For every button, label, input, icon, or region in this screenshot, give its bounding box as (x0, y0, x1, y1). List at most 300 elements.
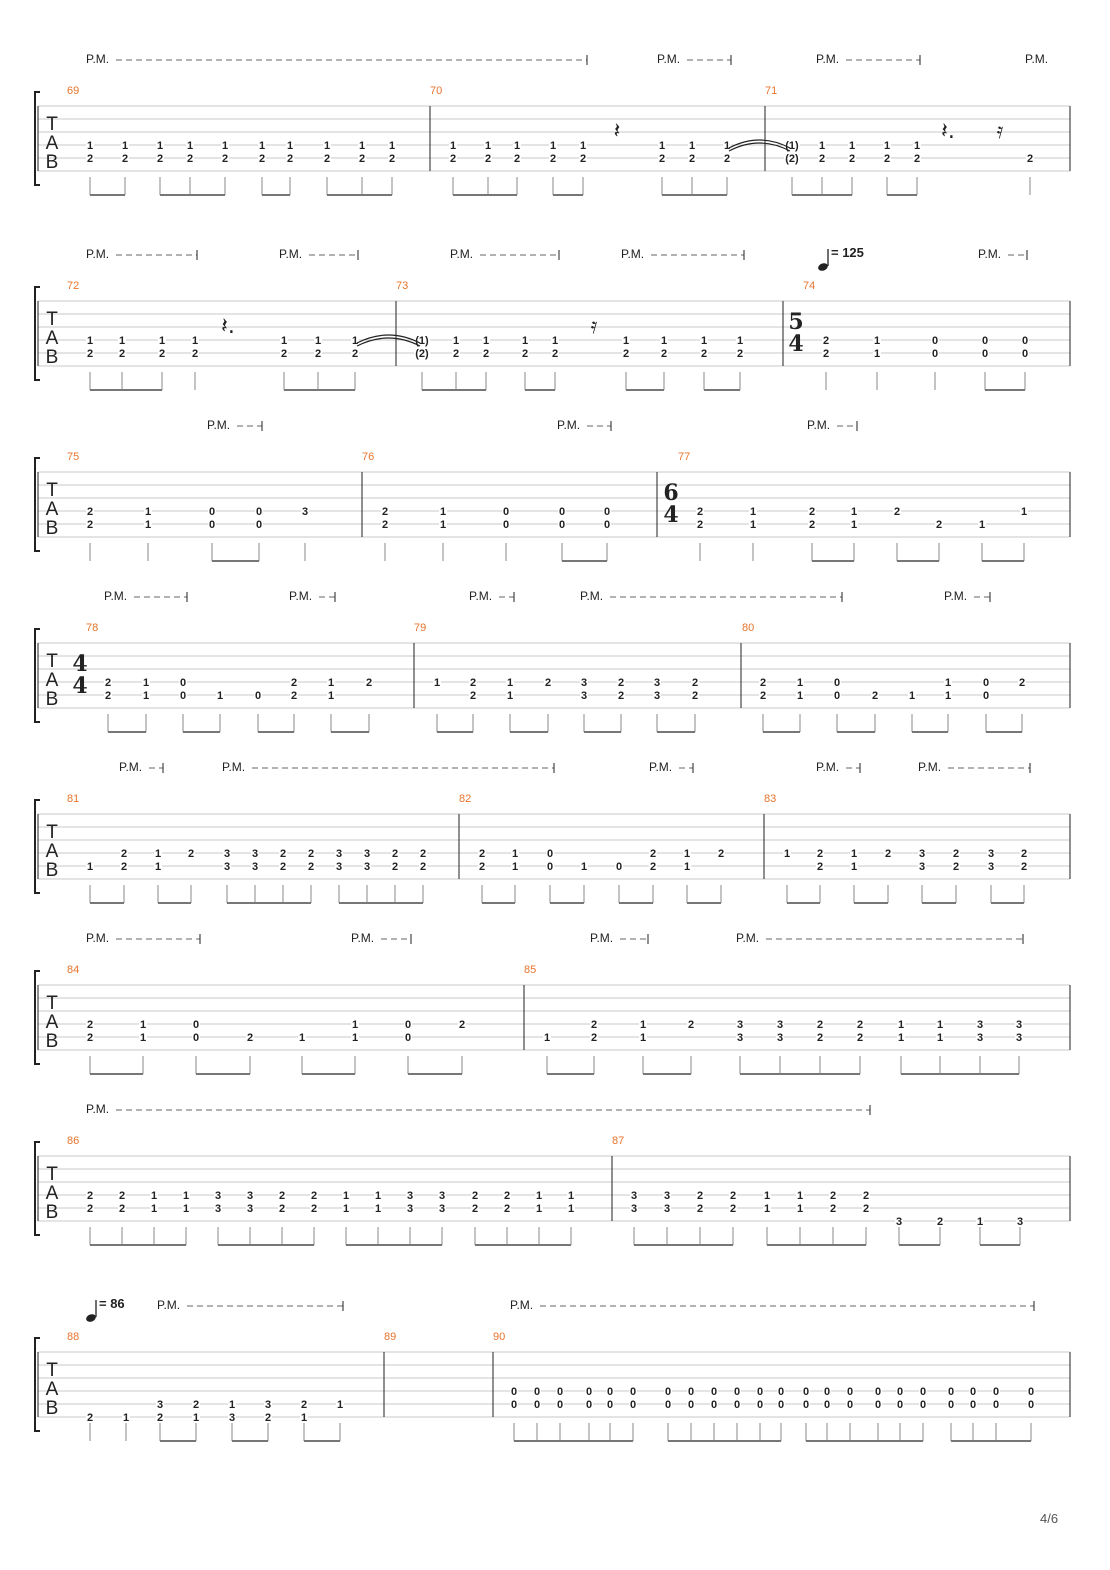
fret-number: 1 (567, 1203, 575, 1215)
bar-number: 73 (396, 280, 409, 292)
fret-number: 0 (556, 1386, 564, 1398)
fret-number: 2 (503, 1203, 511, 1215)
bar-number: 71 (765, 85, 778, 97)
fret-number: 3 (438, 1203, 446, 1215)
fret-number: 2 (544, 677, 552, 689)
fret-number: 1 (482, 335, 490, 347)
fret-number: 1 (323, 140, 331, 152)
palm-mute-label: P.M. (351, 931, 375, 945)
fret-number: 2 (687, 1019, 695, 1031)
fret-number: 3 (156, 1399, 164, 1411)
fret-number: 2 (471, 1203, 479, 1215)
tab-clef-a: A (45, 1183, 59, 1204)
fret-number: 2 (617, 690, 625, 702)
fret-number: (1) (785, 140, 799, 152)
fret-number: 0 (603, 519, 611, 531)
fret-number: 0 (585, 1386, 593, 1398)
fret-number: 0 (756, 1399, 764, 1411)
fret-number: 2 (351, 348, 359, 360)
fret-number: 0 (919, 1386, 927, 1398)
time-signature-bottom: 4 (663, 502, 679, 528)
fret-number: 2 (884, 848, 892, 860)
fret-number: 1 (883, 140, 891, 152)
fret-number: 0 (1021, 335, 1029, 347)
fret-number: 0 (931, 335, 939, 347)
bar-number: 89 (384, 1331, 397, 1343)
fret-number: 2 (452, 348, 460, 360)
fret-number: 2 (736, 348, 744, 360)
fret-number: 3 (406, 1203, 414, 1215)
palm-mute-label: P.M. (279, 247, 303, 261)
fret-number: 1 (850, 519, 858, 531)
fret-number: 0 (710, 1386, 718, 1398)
fret-number: 0 (502, 506, 510, 518)
fret-number: 2 (717, 848, 725, 860)
fret-number: 1 (150, 1190, 158, 1202)
fret-number: 0 (533, 1386, 541, 1398)
fret-number: 0 (931, 348, 939, 360)
fret-number: 2 (759, 690, 767, 702)
fret-number: 2 (365, 677, 373, 689)
fret-number: 1 (139, 1032, 147, 1044)
tab-clef-a: A (45, 670, 59, 691)
fret-number: 2 (118, 1190, 126, 1202)
fret-number: 0 (777, 1386, 785, 1398)
fret-number: 0 (687, 1386, 695, 1398)
fret-number: 0 (606, 1386, 614, 1398)
fret-number: 2 (86, 1203, 94, 1215)
fret-number: 0 (510, 1386, 518, 1398)
fret-number: 3 (363, 848, 371, 860)
bar-number: 72 (67, 280, 80, 292)
fret-number: 3 (246, 1203, 254, 1215)
fret-number: 1 (374, 1190, 382, 1202)
fret-number: 0 (664, 1386, 672, 1398)
fret-number: 2 (952, 861, 960, 873)
fret-number: 1 (908, 690, 916, 702)
fret-number: 1 (142, 690, 150, 702)
fret-number: 1 (144, 506, 152, 518)
fret-number: 1 (433, 677, 441, 689)
fret-number: 2 (121, 153, 129, 165)
fret-number: 2 (286, 153, 294, 165)
fret-number: 0 (802, 1399, 810, 1411)
fret-number: 2 (482, 348, 490, 360)
fret-number: 2 (551, 348, 559, 360)
fret-number: 2 (300, 1399, 308, 1411)
fret-number: 2 (156, 1412, 164, 1424)
tab-clef-a: A (45, 841, 59, 862)
time-signature-top: 5 (788, 309, 804, 335)
fret-number: 0 (802, 1386, 810, 1398)
fret-number: 1 (736, 335, 744, 347)
fret-number: 0 (981, 335, 989, 347)
bar-number: 84 (67, 964, 80, 976)
fret-number: 0 (192, 1019, 200, 1031)
fret-number: 3 (1015, 1032, 1023, 1044)
fret-number: 1 (683, 861, 691, 873)
fret-number: 1 (449, 140, 457, 152)
fret-number: 2 (816, 1019, 824, 1031)
tab-clef-a: A (45, 328, 59, 349)
time-signature-bottom: 4 (788, 331, 804, 357)
fret-number: 1 (749, 519, 757, 531)
quarter-note-icon (817, 262, 829, 272)
fret-number: 3 (264, 1399, 272, 1411)
fret-number: 0 (585, 1399, 593, 1411)
fret-number: 2 (258, 153, 266, 165)
fret-number: 3 (663, 1203, 671, 1215)
fret-number: 0 (629, 1386, 637, 1398)
fret-number: 2 (469, 677, 477, 689)
fret-number: 1 (191, 335, 199, 347)
fret-number: 1 (182, 1190, 190, 1202)
fret-number: 0 (606, 1399, 614, 1411)
fret-number: 1 (897, 1019, 905, 1031)
fret-number: 1 (818, 140, 826, 152)
fret-number: 1 (351, 1019, 359, 1031)
fret-number: 2 (86, 1032, 94, 1044)
fret-number: 3 (251, 848, 259, 860)
time-signature-top: 6 (663, 480, 679, 506)
fret-number: 2 (513, 153, 521, 165)
fret-number: 2 (120, 848, 128, 860)
fret-number: 3 (736, 1032, 744, 1044)
fret-number: 1 (216, 690, 224, 702)
fret-number: 2 (696, 506, 704, 518)
fret-number: 1 (158, 335, 166, 347)
fret-number: 3 (580, 677, 588, 689)
fret-number: 0 (969, 1386, 977, 1398)
fret-number: 2 (391, 848, 399, 860)
palm-mute-label: P.M. (86, 247, 110, 261)
fret-number: 1 (513, 140, 521, 152)
fret-number: 2 (381, 506, 389, 518)
palm-mute-label: P.M. (944, 589, 968, 603)
fret-number: 1 (796, 1190, 804, 1202)
fret-number: 2 (691, 677, 699, 689)
palm-mute-label: P.M. (450, 247, 474, 261)
palm-mute-label: P.M. (736, 931, 760, 945)
fret-number: 0 (982, 690, 990, 702)
fret-number: 2 (86, 1190, 94, 1202)
fret-number: 3 (1015, 1019, 1023, 1031)
fret-number: 0 (615, 861, 623, 873)
fret-number: 0 (823, 1386, 831, 1398)
fret-number: 2 (1020, 861, 1028, 873)
fret-number: (2) (415, 348, 429, 360)
palm-mute-label: P.M. (469, 589, 493, 603)
fret-number: 0 (982, 677, 990, 689)
palm-mute-label: P.M. (289, 589, 313, 603)
palm-mute-label: P.M. (1025, 52, 1049, 66)
tab-clef-a: A (45, 1012, 59, 1033)
fret-number: 2 (290, 677, 298, 689)
fret-number: 2 (484, 153, 492, 165)
fret-number: 3 (1016, 1216, 1024, 1228)
fret-number: 1 (944, 690, 952, 702)
bar-number: 87 (612, 1135, 625, 1147)
fret-number: 0 (833, 677, 841, 689)
tab-clef-b: B (45, 689, 59, 710)
bar-number: 86 (67, 1135, 80, 1147)
fret-number: 2 (221, 153, 229, 165)
tab-clef-b: B (45, 1202, 59, 1223)
palm-mute-label: P.M. (807, 418, 831, 432)
fret-number: 1 (142, 677, 150, 689)
fret-number: 2 (808, 519, 816, 531)
fret-number: 0 (255, 519, 263, 531)
fret-number: 1 (579, 140, 587, 152)
fret-number: 1 (796, 677, 804, 689)
fret-number: 2 (936, 1216, 944, 1228)
fret-number: 0 (208, 506, 216, 518)
fret-number: 2 (660, 348, 668, 360)
palm-mute-label: P.M. (580, 589, 604, 603)
fret-number: 0 (846, 1386, 854, 1398)
fret-number: 0 (404, 1032, 412, 1044)
fret-number: 2 (307, 861, 315, 873)
fret-number: 2 (503, 1190, 511, 1202)
fret-number: 2 (700, 348, 708, 360)
fret-number: 1 (506, 690, 514, 702)
fret-number: 0 (629, 1399, 637, 1411)
fret-number: 2 (913, 153, 921, 165)
fret-number: 1 (300, 1412, 308, 1424)
fret-number: 1 (484, 140, 492, 152)
fret-number: 2 (649, 848, 657, 860)
tab-clef-b: B (45, 518, 59, 539)
fret-number: 1 (639, 1032, 647, 1044)
fret-number: 1 (913, 140, 921, 152)
fret-number: 1 (567, 1190, 575, 1202)
fret-number: 3 (223, 848, 231, 860)
tab-clef-a: A (45, 1379, 59, 1400)
fret-number: 1 (936, 1032, 944, 1044)
fret-number: 1 (535, 1190, 543, 1202)
fret-number: 2 (590, 1019, 598, 1031)
fret-number: 0 (546, 861, 554, 873)
fret-number: 2 (883, 153, 891, 165)
fret-number: 3 (630, 1190, 638, 1202)
fret-number: 1 (186, 140, 194, 152)
fret-number: 0 (981, 348, 989, 360)
fret-number: 1 (978, 519, 986, 531)
fret-number: 1 (182, 1203, 190, 1215)
fret-number: 2 (816, 848, 824, 860)
fret-number: 2 (617, 677, 625, 689)
fret-number: 1 (511, 848, 519, 860)
quarter-note-icon (85, 1313, 97, 1323)
fret-number: 1 (796, 690, 804, 702)
fret-number: 2 (358, 153, 366, 165)
fret-number: 0 (533, 1399, 541, 1411)
fret-number: 2 (521, 348, 529, 360)
fret-number: 2 (822, 335, 830, 347)
fret-number: 0 (846, 1399, 854, 1411)
bar-number: 82 (459, 793, 472, 805)
tab-clef-t: T (46, 1360, 58, 1381)
fret-number: 2 (104, 690, 112, 702)
fret-number: 1 (221, 140, 229, 152)
bar-number: 90 (493, 1331, 506, 1343)
tab-clef-b: B (45, 860, 59, 881)
fret-number: 1 (897, 1032, 905, 1044)
fret-number: 1 (639, 1019, 647, 1031)
fret-number: 2 (696, 1203, 704, 1215)
fret-number: 3 (987, 848, 995, 860)
rest: 𝄽 (613, 119, 621, 144)
fret-number: 1 (358, 140, 366, 152)
fret-number: 0 (404, 1019, 412, 1031)
fret-number: 2 (246, 1032, 254, 1044)
fret-number: 1 (452, 335, 460, 347)
fret-number: 2 (816, 1032, 824, 1044)
fret-number: 0 (733, 1399, 741, 1411)
rest: 𝄽. (221, 314, 235, 339)
tab-clef-b: B (45, 347, 59, 368)
fret-number: 0 (1027, 1399, 1035, 1411)
fret-number: 1 (658, 140, 666, 152)
fret-number: 3 (301, 506, 309, 518)
fret-number: 0 (823, 1399, 831, 1411)
fret-number: 2 (156, 153, 164, 165)
fret-number: 2 (310, 1203, 318, 1215)
fret-number: 2 (952, 848, 960, 860)
tab-clef-t: T (46, 1164, 58, 1185)
fret-number: 2 (279, 848, 287, 860)
fret-number: 0 (687, 1399, 695, 1411)
fret-number: 2 (829, 1190, 837, 1202)
fret-number: 2 (419, 848, 427, 860)
fret-number: 0 (546, 848, 554, 860)
fret-number: 1 (342, 1203, 350, 1215)
fret-number: 0 (992, 1399, 1000, 1411)
fret-number: 1 (258, 140, 266, 152)
bar-number: 79 (414, 622, 427, 634)
rest: 𝄽. (941, 119, 955, 144)
fret-number: 3 (214, 1203, 222, 1215)
fret-number: 1 (374, 1203, 382, 1215)
fret-number: 0 (919, 1399, 927, 1411)
palm-mute-label: P.M. (649, 760, 673, 774)
fret-number: 2 (310, 1190, 318, 1202)
palm-mute-label: P.M. (557, 418, 581, 432)
fret-number: 1 (976, 1216, 984, 1228)
fret-number: 2 (729, 1190, 737, 1202)
fret-number: 0 (179, 677, 187, 689)
fret-number: 3 (776, 1032, 784, 1044)
fret-number: 1 (521, 335, 529, 347)
fret-number: 2 (471, 1190, 479, 1202)
fret-number: 1 (342, 1190, 350, 1202)
fret-number: (2) (785, 153, 799, 165)
fret-number: 2 (549, 153, 557, 165)
fret-number: 1 (327, 690, 335, 702)
fret-number: 2 (856, 1032, 864, 1044)
fret-number: 1 (873, 335, 881, 347)
fret-number: 2 (86, 153, 94, 165)
fret-number: 0 (1021, 348, 1029, 360)
fret-number: 1 (763, 1203, 771, 1215)
fret-number: 2 (290, 690, 298, 702)
fret-number: 1 (86, 861, 94, 873)
fret-number: 1 (388, 140, 396, 152)
fret-number: 1 (688, 140, 696, 152)
fret-number: 0 (896, 1386, 904, 1398)
fret-number: 2 (871, 690, 879, 702)
fret-number: 1 (535, 1203, 543, 1215)
fret-number: 1 (873, 348, 881, 360)
fret-number: 2 (729, 1203, 737, 1215)
palm-mute-label: P.M. (86, 52, 110, 66)
fret-number: 2 (1018, 677, 1026, 689)
fret-number: 0 (1027, 1386, 1035, 1398)
fret-number: 2 (808, 506, 816, 518)
fret-number: 2 (856, 1019, 864, 1031)
fret-number: 1 (121, 140, 129, 152)
fret-number: 0 (208, 519, 216, 531)
fret-number: 0 (710, 1399, 718, 1411)
fret-number: 3 (228, 1412, 236, 1424)
fret-number: 2 (86, 348, 94, 360)
fret-number: 1 (763, 1190, 771, 1202)
tab-clef-t: T (46, 114, 58, 135)
fret-number: 1 (122, 1412, 130, 1424)
fret-number: 0 (947, 1399, 955, 1411)
fret-number: 0 (947, 1386, 955, 1398)
fret-number: 1 (660, 335, 668, 347)
fret-number: 3 (976, 1032, 984, 1044)
fret-number: 1 (192, 1412, 200, 1424)
fret-number: 3 (580, 690, 588, 702)
fret-number: 2 (192, 1399, 200, 1411)
fret-number: 2 (314, 348, 322, 360)
fret-number: 1 (336, 1399, 344, 1411)
fret-number: 2 (391, 861, 399, 873)
fret-number: 0 (254, 690, 262, 702)
fret-number: 1 (139, 1019, 147, 1031)
tempo-marking: = 86 (99, 1296, 125, 1311)
fret-number: 1 (154, 861, 162, 873)
fret-number: 3 (363, 861, 371, 873)
fret-number: 0 (874, 1386, 882, 1398)
fret-number: 3 (736, 1019, 744, 1031)
bar-number: 80 (742, 622, 755, 634)
palm-mute-label: P.M. (86, 1102, 110, 1116)
palm-mute-label: P.M. (119, 760, 143, 774)
fret-number: 2 (622, 348, 630, 360)
fret-number: 2 (862, 1203, 870, 1215)
fret-number: 1 (150, 1203, 158, 1215)
fret-number: 1 (749, 506, 757, 518)
fret-number: 0 (510, 1399, 518, 1411)
fret-number: 1 (850, 861, 858, 873)
fret-number: 1 (439, 519, 447, 531)
time-signature-bottom: 4 (72, 673, 88, 699)
fret-number: 2 (158, 348, 166, 360)
fret-number: 2 (723, 153, 731, 165)
fret-number: 2 (187, 848, 195, 860)
fret-number: 2 (118, 348, 126, 360)
fret-number: 2 (696, 1190, 704, 1202)
fret-number: 0 (179, 690, 187, 702)
tab-clef-t: T (46, 309, 58, 330)
fret-number: 2 (579, 153, 587, 165)
fret-number: 2 (1020, 848, 1028, 860)
fret-number: 1 (850, 848, 858, 860)
fret-number: 0 (502, 519, 510, 531)
